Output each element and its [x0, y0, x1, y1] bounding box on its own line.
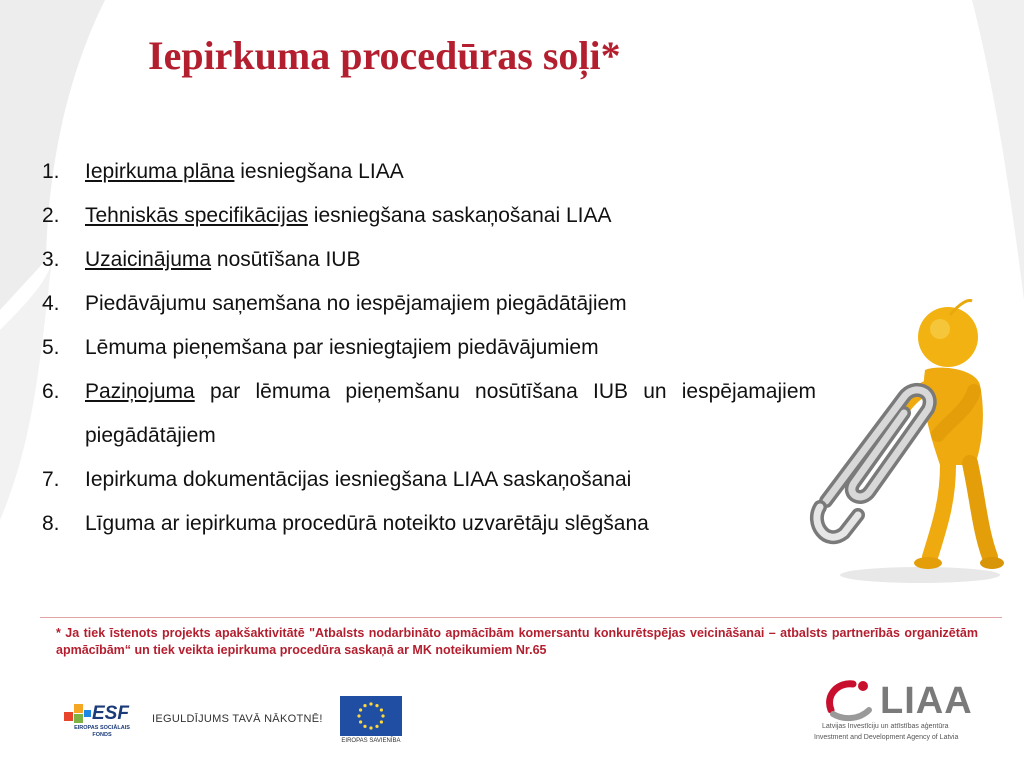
- step-number: 4.: [42, 292, 60, 315]
- step-number: 6.: [42, 380, 60, 403]
- step-link[interactable]: Paziņojuma: [85, 380, 195, 403]
- list-item: [42, 150, 816, 194]
- liaa-logo-icon: [823, 680, 879, 722]
- list-item: [42, 326, 816, 370]
- eu-caption: EIROPAS SAVIENĪBA: [341, 738, 401, 744]
- slogan: IEGULDĪJUMS TAVĀ NĀKOTNĒ!: [152, 713, 323, 725]
- step-text: iesniegšana LIAA: [234, 160, 404, 183]
- slide-title: Iepirkuma procedūras soļi*: [148, 33, 621, 78]
- step-text: Piedāvājumu saņemšana no iespējamajiem piegādātājiem: [85, 292, 627, 315]
- list-item: [42, 282, 816, 326]
- esf-subtitle: EIROPAS SOCIĀLAIS FONDS: [74, 725, 130, 738]
- eu-flag-icon: [340, 696, 402, 736]
- step-text: nosūtīšana IUB: [211, 248, 361, 271]
- step-text: iesniegšana saskaņošanai LIAA: [307, 204, 612, 227]
- step-link[interactable]: Tehniskās specifikācijas: [85, 204, 308, 227]
- step-link[interactable]: Uzaicinājuma: [85, 248, 212, 271]
- step-text: Līguma ar iepirkuma procedūrā noteikto uzvarētāju slēgšana: [85, 512, 649, 535]
- footer-divider: [40, 617, 1002, 618]
- liaa-subtitle-lv: Latvijas Investīciju un attīstības aģentūra: [822, 723, 949, 730]
- step-number: 3.: [42, 248, 60, 271]
- liaa-subtitle-en: Investment and Development Agency of Latvia: [814, 734, 959, 741]
- step-text: Iepirkuma dokumentācijas iesniegšana LIAA saskaņošanai: [85, 468, 632, 491]
- footer-logos: [0, 680, 1024, 768]
- procedure-steps-list: [42, 150, 816, 546]
- step-number: 8.: [42, 512, 60, 535]
- list-item: [42, 194, 816, 238]
- list-item: [42, 458, 816, 502]
- list-item: [42, 502, 816, 546]
- step-text: Lēmuma pieņemšana par iesniegtajiem piedāvājumiem: [85, 336, 599, 359]
- step-number: 1.: [42, 160, 60, 183]
- step-text: par lēmuma pieņemšanu nosūtīšana IUB un iespējamajiem piegādātājiem: [85, 380, 816, 447]
- step-number: 5.: [42, 336, 60, 359]
- list-item: [42, 238, 816, 282]
- list-item: [42, 370, 816, 458]
- paperclip-icon: [817, 390, 930, 537]
- step-number: 2.: [42, 204, 60, 227]
- step-link[interactable]: Iepirkuma plāna: [85, 160, 235, 183]
- step-number: 7.: [42, 468, 60, 491]
- esf-name: ESF: [92, 703, 129, 724]
- liaa-name: LIAA: [880, 680, 973, 722]
- paperclip-figure-illustration: [800, 295, 1005, 585]
- footnote: * Ja tiek īstenots projekts apakšaktivitātē "Atbalsts nodarbināto apmācībām komersantu konkurētspējas veicināšanai – atbalsts partnerībās organizētām apmācībām“ un tiek veikta iepirkuma procedūra saskaņā ar MK noteikumiem Nr.65: [56, 626, 978, 657]
